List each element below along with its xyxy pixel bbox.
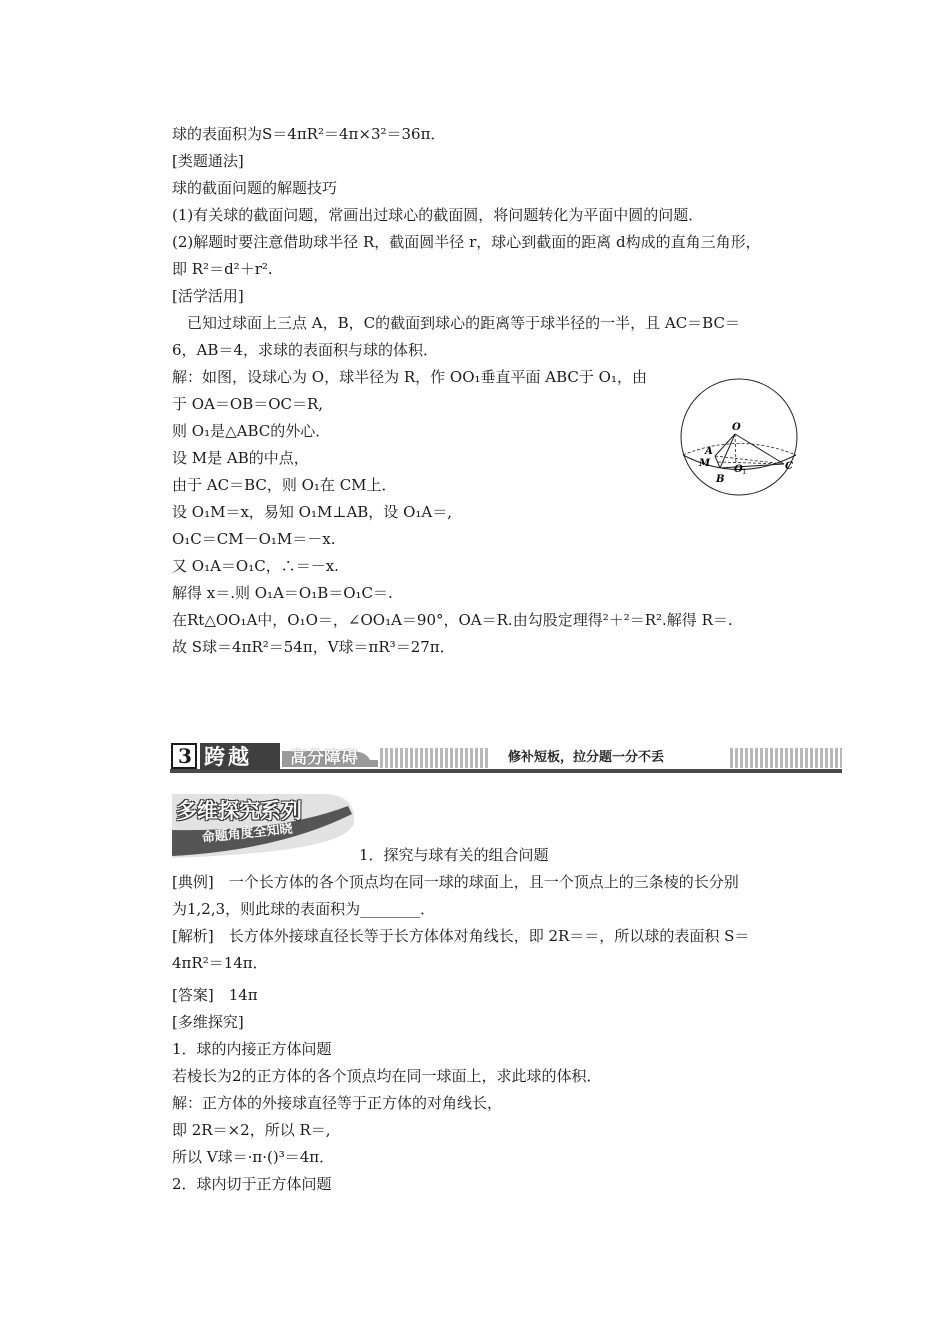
text-line-31: 所以 V球＝·π·()³＝4π． — [172, 1148, 335, 1166]
text-line-13: 设 M是 AB的中点， — [172, 449, 309, 467]
label-O1: O — [734, 464, 743, 475]
text-line-30: 即 2R＝×2，所以 R＝, — [172, 1121, 331, 1139]
section-heading: 1．探究与球有关的组合问题 — [359, 846, 549, 864]
text-line-19: 在Rt△OO₁A中，O₁O＝，∠OO₁A＝90°，OA＝R.由勾股定理得²＋²＝R².解得 R＝. — [172, 611, 733, 629]
text-line-24: 4πR²＝14π． — [172, 954, 268, 972]
label-O1-subscript: 1 — [742, 468, 747, 476]
banner-number: 3 — [178, 744, 192, 768]
text-line-8: 已知过球面上三点 A，B，C的截面到球心的距离等于球半径的一半，且 AC＝BC＝ — [172, 314, 740, 332]
text-line-18: 解得 x＝.则 O₁A＝O₁B＝O₁C＝. — [172, 584, 393, 602]
text-line-28: 若棱长为2的正方体的各个顶点均在同一球面上，求此球的体积． — [172, 1067, 602, 1085]
text-line-16: O₁C＝CM－O₁M＝－x. — [172, 530, 336, 548]
text-line-25: [答案] 14π — [172, 986, 258, 1004]
section-banner — [170, 740, 842, 774]
text-line-17: 又 O₁A＝O₁C，∴＝－x. — [172, 557, 339, 575]
banner-slogan: 修补短板，拉分题一分不丢 — [508, 750, 665, 765]
text-line-1: 球的表面积为S＝4πR²＝4π×3²＝36π． — [172, 125, 446, 143]
label-O: O — [732, 422, 741, 433]
text-line-22: 为1,2,3，则此球的表面积为________． — [172, 900, 436, 918]
sphere-figure — [678, 376, 800, 498]
label-A: A — [705, 446, 713, 457]
text-line-4: (1)有关球的截面问题，常画出过球心的截面圆，将问题转化为平面中圆的问题． — [172, 206, 704, 224]
text-line-3: 球的截面问题的解题技巧 — [172, 179, 338, 197]
label-C: C — [785, 461, 793, 472]
text-line-9: 6，AB＝4，求球的表面积与球的体积． — [172, 341, 438, 359]
text-line-14: 由于 AC＝BC，则 O₁在 CM上． — [172, 476, 397, 494]
text-line-29: 解：正方体的外接球直径等于正方体的对角线长， — [172, 1094, 503, 1112]
label-M: M — [699, 458, 711, 469]
banner-main-title: 跨越 — [204, 745, 252, 769]
text-line-2: [类题通法] — [172, 152, 244, 170]
series-subtitle: 命题角度全知晓 — [201, 821, 294, 846]
text-line-23: [解析] 长方体外接球直径长等于长方体体对角线长，即 2R＝＝，所以球的表面积 S＝ — [172, 927, 750, 945]
text-line-15: 设 O₁M＝x，易知 O₁M⊥AB，设 O₁A＝, — [172, 503, 452, 521]
text-line-27: 1．球的内接正方体问题 — [172, 1040, 332, 1058]
text-line-10: 解：如图，设球心为 O，球半径为 R，作 OO₁垂直平面 ABC于 O₁，由 — [172, 368, 647, 386]
text-line-6: 即 R²＝d²＋r². — [172, 260, 273, 278]
series-title: 多维探究系列 — [176, 799, 302, 823]
text-line-7: [活学活用] — [172, 287, 244, 305]
text-line-21: [典例] 一个长方体的各个顶点均在同一球的球面上，且一个顶点上的三条棱的长分别 — [172, 873, 739, 891]
text-line-32: 2．球内切于正方体问题 — [172, 1175, 332, 1193]
series-ribbon — [170, 792, 356, 860]
label-B: B — [716, 474, 725, 485]
text-line-20: 故 S球＝4πR²＝54π，V球＝πR³＝27π． — [172, 638, 455, 656]
text-line-11: 于 OA＝OB＝OC＝R, — [172, 395, 324, 413]
text-line-12: 则 O₁是△ABC的外心． — [172, 422, 331, 440]
banner-subtitle: 高分障碍 — [290, 748, 358, 768]
text-line-5: (2)解题时要注意借助球半径 R，截面圆半径 r，球心到截面的距离 d构成的直角三角形， — [172, 233, 761, 251]
text-line-26: [多维探究] — [172, 1013, 244, 1031]
